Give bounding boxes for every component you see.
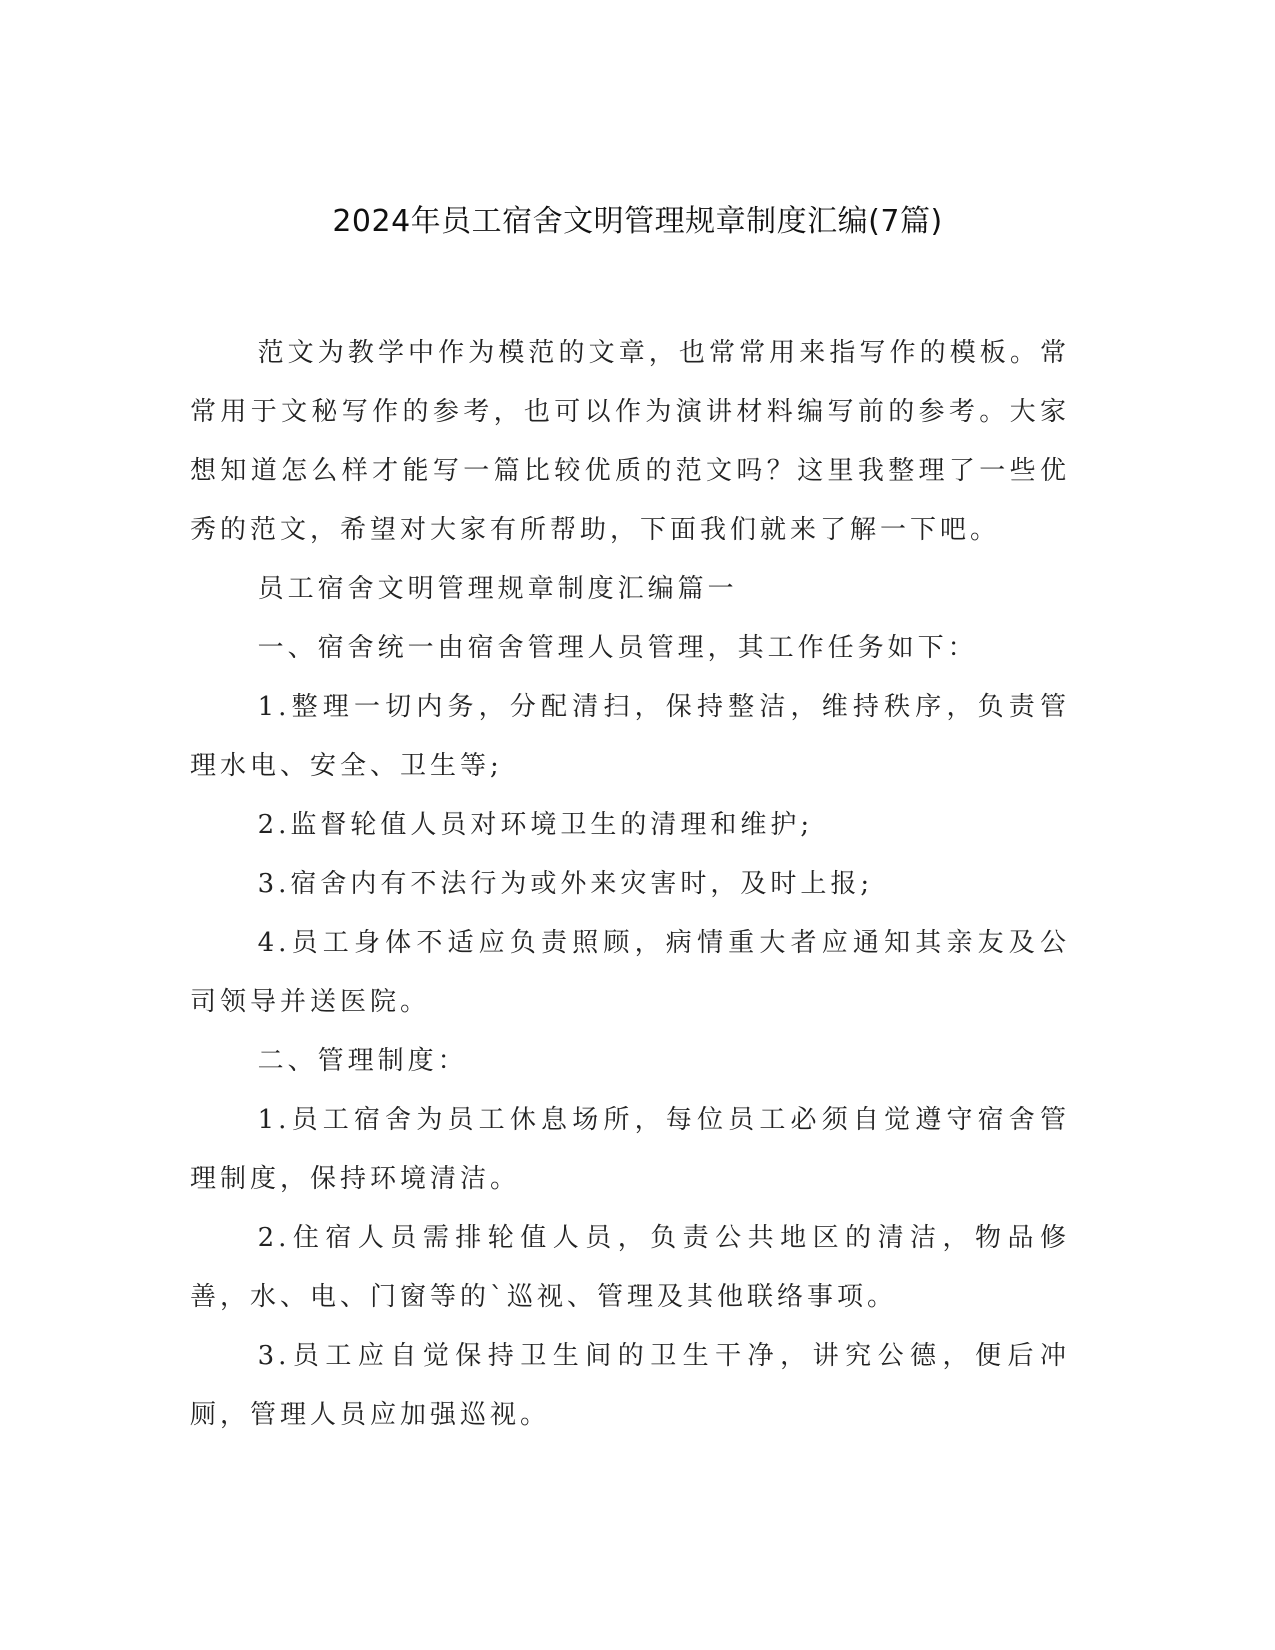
clause-heading-two: 二、管理制度： bbox=[257, 1046, 468, 1076]
intro-paragraph: 范文为教学中作为模范的文章，也常常用来指写作的模板。常常用于文秘写作的参考，也可以作为演讲材料编写前的参考。大家想知道怎么样才能写一篇比较优质的范文吗？这里我整理了一些优秀的范文，希望对大家有所帮助，下面我们就来了解一下吧。 bbox=[190, 338, 1070, 545]
clause-item: 3.宿舍内有不法行为或外来灾害时，及时上报; bbox=[257, 869, 874, 899]
clause-item: 1.员工宿舍为员工休息场所，每位员工必须自觉遵守宿舍管理制度，保持环境清洁。 bbox=[190, 1105, 1070, 1194]
clause-heading-one: 一、宿舍统一由宿舍管理人员管理，其工作任务如下： bbox=[257, 633, 978, 663]
clause-item: 1.整理一切内务，分配清扫，保持整洁，维持秩序，负责管理水电、安全、卫生等; bbox=[190, 692, 1070, 781]
clause-item: 2.住宿人员需排轮值人员，负责公共地区的清洁，物品修善，水、电、门窗等的`巡视、管理及其他联络事项。 bbox=[190, 1223, 1070, 1312]
clause-item: 3.员工应自觉保持卫生间的卫生干净，讲究公德，便后冲厕，管理人员应加强巡视。 bbox=[190, 1341, 1070, 1430]
section-heading-part-one: 员工宿舍文明管理规章制度汇编篇一 bbox=[257, 574, 738, 604]
clause-item: 2.监督轮值人员对环境卫生的清理和维护; bbox=[257, 810, 814, 840]
document-title: 2024年员工宿舍文明管理规章制度汇编(7篇) bbox=[332, 204, 943, 239]
document-body bbox=[190, 324, 1070, 1445]
clause-item: 4.员工身体不适应负责照顾，病情重大者应通知其亲友及公司领导并送医院。 bbox=[190, 928, 1070, 1017]
